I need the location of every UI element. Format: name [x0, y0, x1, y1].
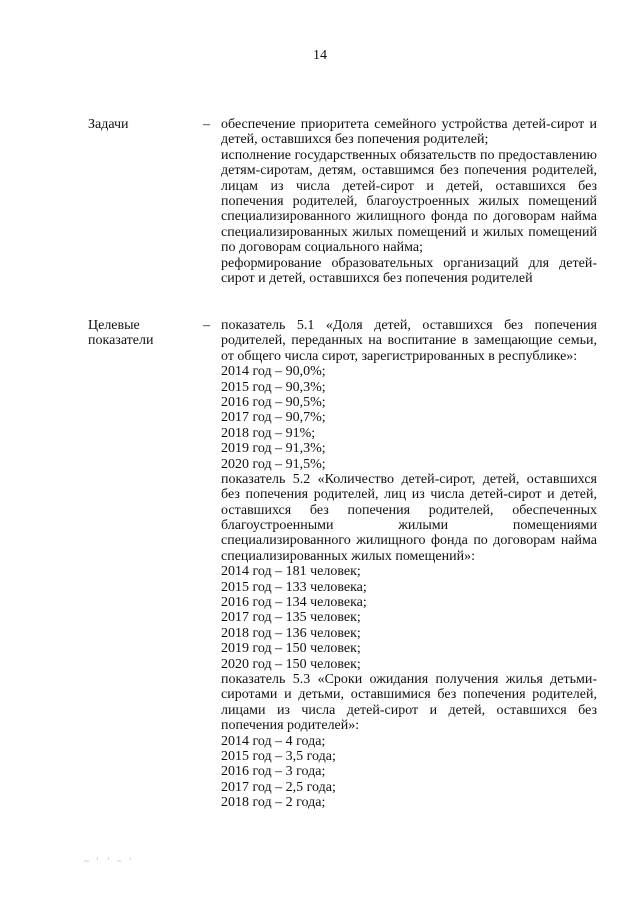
text-line: специализированных жилых помещений и жилых помещений — [221, 224, 597, 240]
text-line: 2019 год – 91,3%; — [221, 441, 326, 457]
text-line: 2017 год – 90,7%; — [221, 410, 326, 426]
targets-label — [88, 318, 154, 349]
text-line: 2020 год – 150 человек; — [221, 656, 361, 672]
text-line: 2018 год – 91%; — [221, 425, 316, 441]
text-line: специализированных жилых помещений»: — [221, 548, 475, 564]
targets-label-line1: Целевые — [88, 318, 140, 333]
text-line: лицами из числа детей-сирот и детей, оставшихся без — [221, 702, 597, 718]
text-line: родителей, переданных на воспитание в замещающие семьи, — [221, 333, 597, 349]
targets-text-block — [221, 318, 597, 811]
text-line: попечения родителей»: — [221, 718, 360, 734]
text-line: 2015 год – 133 человека; — [221, 579, 367, 595]
text-line: 2016 год – 90,5%; — [221, 394, 326, 410]
text-line: лицам из числа детей-сирот и детей, оставшихся без — [221, 178, 597, 194]
text-line: показатель 5.1 «Доля детей, оставшихся без попечения — [221, 318, 597, 333]
text-line: 2014 год – 4 года; — [221, 733, 326, 749]
text-line: от общего числа сирот, зарегистрированных в республике»: — [221, 348, 578, 364]
text-line: показатель 5.2 «Количество детей-сирот, детей, оставшихся — [221, 471, 597, 487]
text-line: по договорам социального найма; — [221, 240, 423, 256]
text-line: детей, оставшихся без попечения родителей; — [221, 132, 489, 148]
text-line: 2014 год – 90,0%; — [221, 364, 326, 380]
text-line: специализированного жилищного фонда по договорам найма — [221, 533, 597, 549]
text-line: сирот и детей, оставшихся без попечения родителей — [221, 270, 533, 286]
text-line: 2018 год – 136 человек; — [221, 625, 361, 641]
text-line: 2019 год – 150 человек; — [221, 641, 361, 657]
text-line: благоустроенными жилыми помещениями — [221, 518, 597, 534]
text-line: сиротами и детьми, оставшимися без попечения родителей, — [221, 687, 597, 703]
text-line: показатель 5.3 «Сроки ожидания получения жилья детьми- — [221, 671, 597, 687]
footer-mark: ~ ' ' ~ ' — [84, 857, 133, 867]
targets-label-line2: показатели — [88, 333, 154, 349]
tasks-label: Задачи — [88, 117, 129, 132]
text-line: 2016 год – 134 человека; — [221, 595, 367, 611]
text-line: без попечения родителей, лиц из числа детей-сирот и детей, — [221, 487, 597, 503]
text-line: реформирование образовательных организаций для детей- — [221, 255, 597, 271]
page-number: 14 — [313, 48, 327, 63]
text-line: 2020 год – 91,5%; — [221, 456, 326, 472]
text-line: 2015 год – 3,5 года; — [221, 748, 336, 764]
text-line: детям-сиротам, детям, оставшимся без попечения родителей, — [221, 163, 597, 179]
text-line: 2018 год – 2 года; — [221, 795, 326, 811]
text-line: попечения родителей, благоустроенных жилых помещений — [221, 193, 597, 209]
text-line: специализированного жилищного фонда по договорам найма — [221, 209, 597, 225]
text-line: 2016 год – 3 года; — [221, 764, 326, 780]
text-line: 2017 год – 135 человек; — [221, 610, 361, 626]
tasks-dash: – — [203, 117, 210, 132]
text-line: 2015 год – 90,3%; — [221, 379, 326, 395]
tasks-text-block — [221, 117, 597, 286]
text-line: оставшихся без попечения родителей, обеспеченных — [221, 502, 597, 518]
text-line: 2017 год – 2,5 года; — [221, 779, 336, 795]
text-line: 2014 год – 181 человек; — [221, 564, 361, 580]
text-line: обеспечение приоритета семейного устройства детей-сирот и — [221, 117, 597, 132]
targets-dash: – — [203, 318, 210, 333]
text-line: исполнение государственных обязательств по предоставлению — [221, 147, 597, 163]
